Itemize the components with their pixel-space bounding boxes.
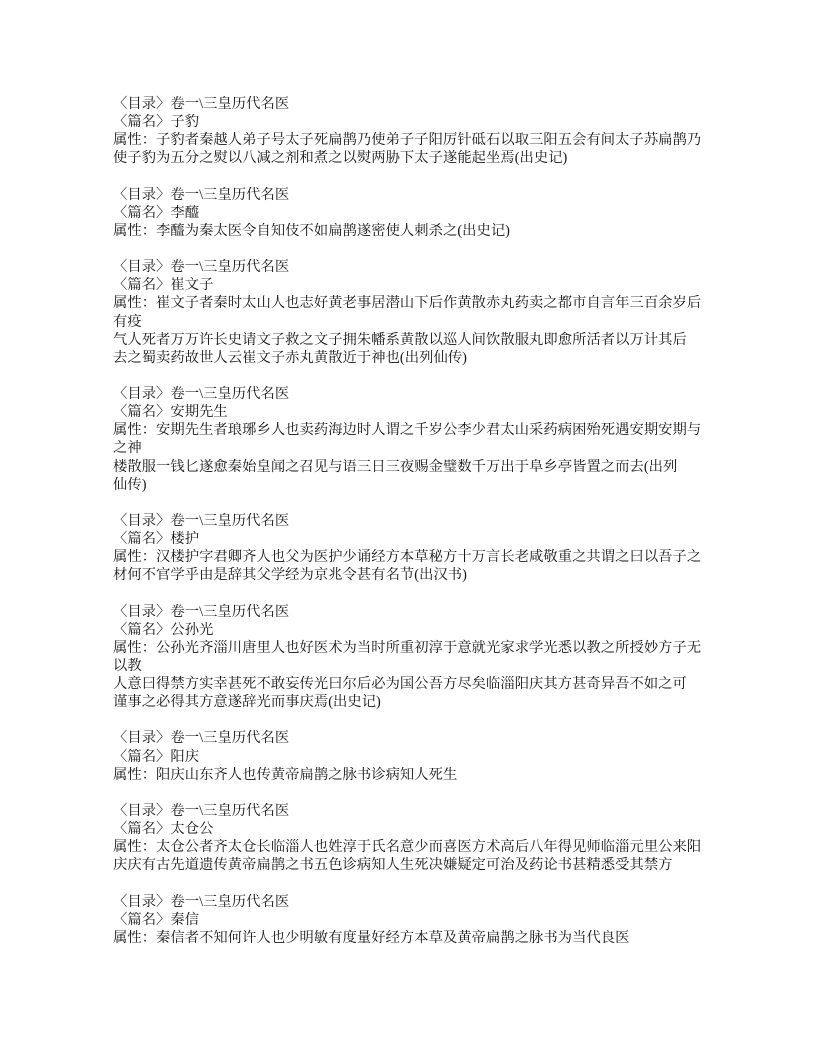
- body-line: 材何不官学乎由是辞其父学经为京兆令甚有名节(出汉书): [113, 567, 467, 584]
- title-line: 〈篇名〉子豹: [113, 114, 200, 131]
- title-line: 〈篇名〉楼护: [113, 531, 200, 547]
- title-line: 〈篇名〉太仓公: [113, 821, 214, 837]
- toc-line: 〈目录〉卷一\三皇历代名医: [113, 802, 290, 819]
- title-line: 〈篇名〉崔文子: [113, 277, 214, 294]
- title-line: 〈篇名〉安期先生: [113, 404, 228, 421]
- body-line: 属性：李醯为秦太医令自知伎不如扁鹊遂密使人刺杀之(出史记): [113, 222, 510, 239]
- body-line: 气人死者万万许长史请文子救之文子拥朱幡系黄散以巡人间饮散服丸即愈所活者以万计其后: [113, 331, 687, 348]
- entry-section: [113, 95, 706, 168]
- title-line: 〈篇名〉秦信: [113, 911, 200, 928]
- body-line: 以教: [113, 657, 142, 674]
- body-line: 属性：公孙光齐淄川唐里人也好医术为当时所重初淳于意就光家求学光悉以教之所授妙方子无: [113, 639, 702, 656]
- toc-line: 〈目录〉卷一\三皇历代名医: [113, 259, 290, 276]
- title-line: 〈篇名〉李醯: [113, 204, 200, 221]
- entry-section: [113, 603, 706, 712]
- entry-section: [113, 893, 706, 947]
- body-line: 属性：崔文子者秦时太山人也志好黄老事居潜山下后作黄散赤丸药卖之都市自言年三百余岁后: [113, 295, 702, 312]
- sections-container: [113, 95, 706, 947]
- toc-line: 〈目录〉卷一\三皇历代名医: [113, 512, 290, 529]
- title-line: 〈篇名〉阳庆: [113, 748, 200, 765]
- title-line: 〈篇名〉公孙光: [113, 621, 214, 638]
- entry-section: [113, 729, 706, 783]
- body-line: 属性：子豹者秦越人弟子号太子死扁鹊乃使弟子子阳厉针砥石以取三阳五会有间太子苏扁鹊乃: [113, 132, 702, 149]
- body-line: 属性：汉楼护字君卿齐人也父为医护少诵经方本草秘方十万言长老咸敬重之共谓之曰以吾子之: [113, 549, 702, 566]
- toc-line: 〈目录〉卷一\三皇历代名医: [113, 893, 290, 910]
- entry-section: [113, 258, 706, 367]
- body-line: 庆庆有古先道遗传黄帝扁鹊之书五色诊病知人生死决嫌疑定可治及药论书甚精悉受其禁方: [113, 857, 673, 874]
- toc-line: 〈目录〉卷一\三皇历代名医: [113, 186, 290, 203]
- body-line: 属性：太仓公者齐太仓长临淄人也姓淳于氏名意少而喜医方术高后八年得见师临淄元里公来阳: [113, 839, 702, 856]
- body-line: 属性：秦信者不知何许人也少明敏有度量好经方本草及黄帝扁鹊之脉书为当代良医: [113, 929, 630, 946]
- toc-line: 〈目录〉卷一\三皇历代名医: [113, 96, 290, 112]
- body-line: 人意曰得禁方实幸甚死不敢妄传光曰尔后必为国公吾方尽矣临淄阳庆其方甚奇异吾不如之可: [113, 676, 687, 692]
- body-line: 之神: [113, 440, 142, 457]
- body-line: 有疫: [113, 313, 142, 330]
- body-line: 使子豹为五分之熨以八减之剂和煮之以熨两胁下太子遂能起坐焉(出史记): [113, 150, 568, 167]
- body-line: 仙传): [113, 476, 147, 493]
- toc-line: 〈目录〉卷一\三皇历代名医: [113, 603, 290, 620]
- entry-section: [113, 186, 706, 240]
- toc-line: 〈目录〉卷一\三皇历代名医: [113, 386, 290, 402]
- entry-section: [113, 802, 706, 875]
- body-line: 属性：安期先生者琅琊乡人也卖药海边时人谓之千岁公李少君太山采药病困殆死遇安期安期与: [113, 422, 702, 439]
- body-line: 去之蜀卖药故世人云崔文子赤丸黄散近于神也(出列仙传): [113, 349, 467, 366]
- toc-line: 〈目录〉卷一\三皇历代名医: [113, 730, 290, 747]
- entry-section: [113, 385, 706, 494]
- body-line: 谨事之必得其方意遂辞光而事庆焉(出史记): [113, 694, 381, 711]
- body-line: 属性：阳庆山东齐人也传黄帝扁鹊之脉书诊病知人死生: [113, 766, 458, 783]
- body-line: 楼散服一钱匕遂愈秦始皇闻之召见与语三日三夜赐金璧数千万出于阜乡亭皆置之而去(出列: [113, 458, 678, 475]
- entry-section: [113, 512, 706, 585]
